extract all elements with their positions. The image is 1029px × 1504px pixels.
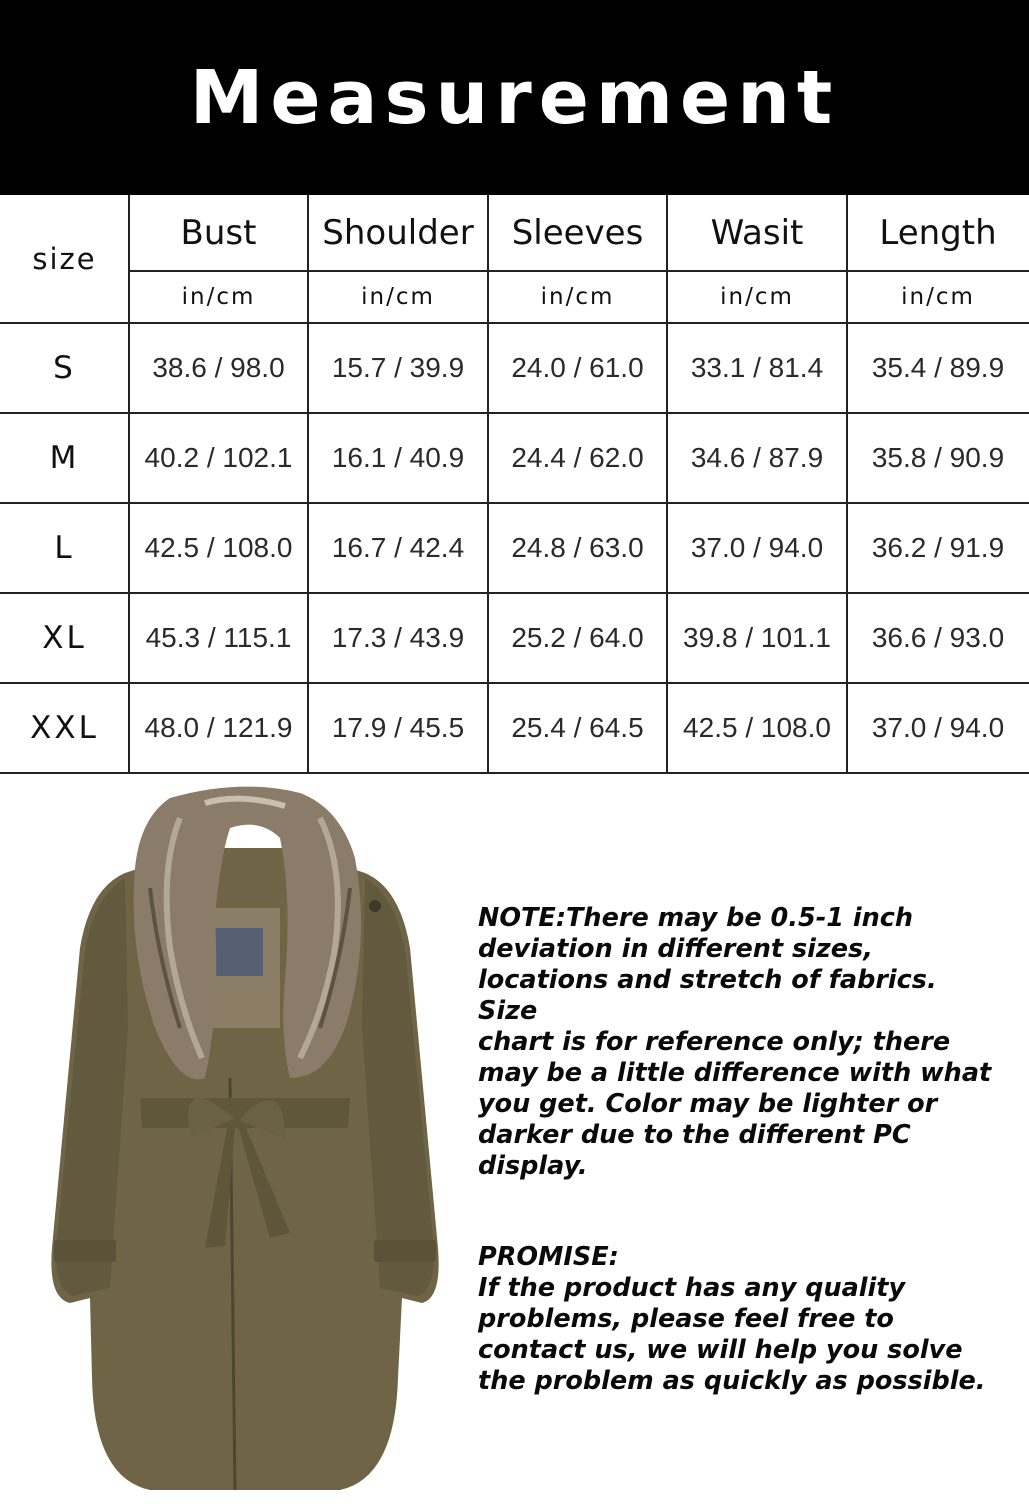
unit-label: in/cm	[901, 284, 975, 310]
unit-label: in/cm	[540, 284, 615, 310]
table-divider	[307, 195, 309, 773]
measurement-cell: 37.0 / 94.0	[690, 532, 824, 563]
column-header: Shoulder	[322, 213, 474, 253]
measurement-cell: 24.4 / 62.0	[511, 442, 644, 473]
measurement-cell: 17.9 / 45.5	[331, 712, 465, 743]
measurement-cell: 36.6 / 93.0	[871, 622, 1005, 653]
column-header: Wasit	[710, 213, 804, 253]
size-chart-table	[0, 195, 1029, 774]
column-header: Sleeves	[511, 213, 644, 253]
title-banner	[0, 0, 1029, 195]
table-divider	[0, 502, 1029, 504]
measurement-cell: 35.4 / 89.9	[871, 352, 1005, 383]
table-divider	[0, 592, 1029, 594]
table-divider	[129, 270, 1029, 272]
table-divider	[0, 772, 1029, 774]
coat-icon	[30, 778, 460, 1500]
column-header: Length	[879, 213, 997, 253]
measurement-cell: 42.5 / 108.0	[683, 712, 831, 743]
size-header: size	[32, 242, 97, 276]
table-divider	[0, 322, 1029, 324]
measurement-cell: 33.1 / 81.4	[690, 352, 824, 383]
unit-label: in/cm	[181, 284, 256, 310]
measurement-cell: 40.2 / 102.1	[144, 442, 293, 473]
size-row-label: S	[53, 350, 76, 386]
measurement-cell: 35.8 / 90.9	[871, 442, 1005, 473]
promise-section	[478, 1242, 998, 1397]
note-text: NOTE:There may be 0.5-1 inch deviation in different sizes, locations and stretch of fabrics. Size chart is for reference only; there may be a little difference with what you get. Color may be lighter or darker due to the different PC display.	[478, 903, 992, 1181]
unit-label: in/cm	[361, 284, 435, 310]
measurement-cell: 48.0 / 121.9	[144, 712, 293, 743]
page-title: Measurement	[189, 54, 840, 141]
measurement-cell: 34.6 / 87.9	[690, 442, 824, 473]
measurement-cell: 45.3 / 115.1	[145, 622, 292, 653]
size-row-label: L	[54, 530, 75, 566]
unit-label: in/cm	[720, 284, 794, 310]
promise-text: If the product has any quality problems, please feel free to contact us, we will help you solve the problem as quickly as possible.	[478, 1273, 986, 1396]
table-divider	[487, 195, 489, 773]
table-divider	[0, 682, 1029, 684]
measurement-cell: 17.3 / 43.9	[331, 622, 465, 653]
table-divider	[666, 195, 668, 773]
coat-illustration	[30, 778, 460, 1500]
size-row-label: XL	[42, 620, 87, 656]
measurement-cell: 36.2 / 91.9	[871, 532, 1005, 563]
measurement-cell: 25.2 / 64.0	[511, 622, 644, 653]
measurement-cell: 16.7 / 42.4	[331, 532, 465, 563]
measurement-cell: 39.8 / 101.1	[683, 622, 831, 653]
table-divider	[0, 412, 1029, 414]
measurement-cell: 42.5 / 108.0	[144, 532, 293, 563]
size-row-label: XXL	[30, 710, 99, 746]
measurement-cell: 38.6 / 98.0	[152, 352, 285, 383]
table-divider	[846, 195, 848, 773]
measurement-cell: 15.7 / 39.9	[331, 352, 465, 383]
table-divider	[128, 195, 130, 773]
column-header: Bust	[180, 213, 257, 253]
promise-heading: PROMISE:	[478, 1242, 619, 1272]
measurement-cell: 24.8 / 63.0	[511, 532, 644, 563]
measurement-cell: 25.4 / 64.5	[511, 712, 644, 743]
measurement-cell: 16.1 / 40.9	[331, 442, 465, 473]
size-row-label: M	[49, 440, 80, 476]
measurement-cell: 24.0 / 61.0	[511, 352, 644, 383]
measurement-cell: 37.0 / 94.0	[871, 712, 1005, 743]
